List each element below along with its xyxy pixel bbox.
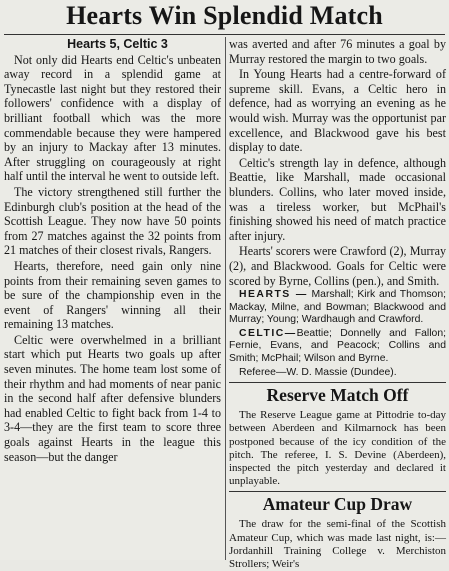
celtic-lineup — [229, 328, 446, 366]
article-paragraph: In Young Hearts had a centre-forward of supreme skill. Evans, a Celtic hero in defence, had as worrying an evening as he would wish. Murray was the opportunist par excellence, and Blackwood gave his best display to date. — [229, 67, 446, 155]
hearts-players: Marshall; Kirk and Thomson; Mackay, Milne, and Bowman; Blackwood and Murray; Young; Wardhaugh and Crawford. — [229, 289, 446, 326]
reserve-match-heading: Reserve Match Off — [229, 382, 446, 406]
article-paragraph: The victory strengthened still further the Edinburgh club's position at the head of the Scottish League. They now have 50 points from 27 matches against the 32 points from 21 matches of their closest rivals, Rangers. — [4, 184, 221, 258]
column-left — [4, 37, 221, 560]
article-paragraph: Hearts' scorers were Crawford (2), Murray (2), and Blackwood. Goals for Celtic were scored by Byrne, Collins (pen.), and Smith. — [229, 244, 446, 288]
headline: Hearts Win Splendid Match — [66, 1, 383, 30]
referee-line: Referee—W. D. Massie (Dundee). — [239, 366, 397, 378]
hearts-label: HEARTS — — [239, 289, 308, 301]
score-line: Hearts 5, Celtic 3 — [67, 37, 168, 51]
column-divider — [225, 37, 226, 560]
article-paragraph: Not only did Hearts end Celtic's unbeaten away record in a splendid game at Tynecastle last night but they restored their followers' confidence with a display of brilliant football which was the more commendable because they were hampered by an injury to Mackay after 13 minutes. After struggling on courageously at right half until the interval he went to outside left. — [4, 52, 221, 184]
amateur-cup-heading: Amateur Cup Draw — [229, 491, 446, 515]
amateur-cup-text: The draw for the semi-final of the Scottish Amateur Cup, which was made last night, is:—Jordanhill Training College v. Merchiston Strollers; Weir's — [229, 518, 446, 571]
hearts-lineup — [229, 289, 446, 327]
article-paragraph: Hearts, therefore, need gain only nine points from their remaining seven games to be sure of the championship even in the event of Rangers' winning all their remaining 13 matches. — [4, 258, 221, 332]
celtic-players: Beattie; Donnelly and Fallon; Fernie, Evans, and Peacock; Collins and Smith; McPhail; Wilson and Byrne. — [229, 327, 446, 365]
headline-rule — [4, 34, 445, 35]
column-right — [229, 37, 446, 571]
article-paragraph: was averted and after 76 minutes a goal by Murray restored the margin to two goals. — [229, 37, 446, 66]
reserve-match-text: The Reserve League game at Pittodrie to-day between Aberdeen and Kilmarnock has been postponed because of the icy condition of the pitch. The referee, I. S. Devine (Aberdeen), inspected the pitch yesterday and declared it unplayable. — [229, 409, 446, 488]
article-paragraph: Celtic were overwhelmed in a brilliant start which put Hearts two goals up after seven minutes. The home team lost some of their rhythm and had moments of near panic in the second half after defensive blunders had enabled Celtic to fight back from 1-4 to 3-4—they are the first team to score three goals against Hearts in the league this season—but the danger — [4, 332, 221, 464]
article-paragraph: Celtic's strength lay in defence, although Beattie, like Marshall, made occasional blunders. Collins, who later moved inside, was a tireless worker, but McPhail's finishing showed his need of match practice after injury. — [229, 155, 446, 243]
celtic-label: CELTIC— — [239, 327, 297, 339]
